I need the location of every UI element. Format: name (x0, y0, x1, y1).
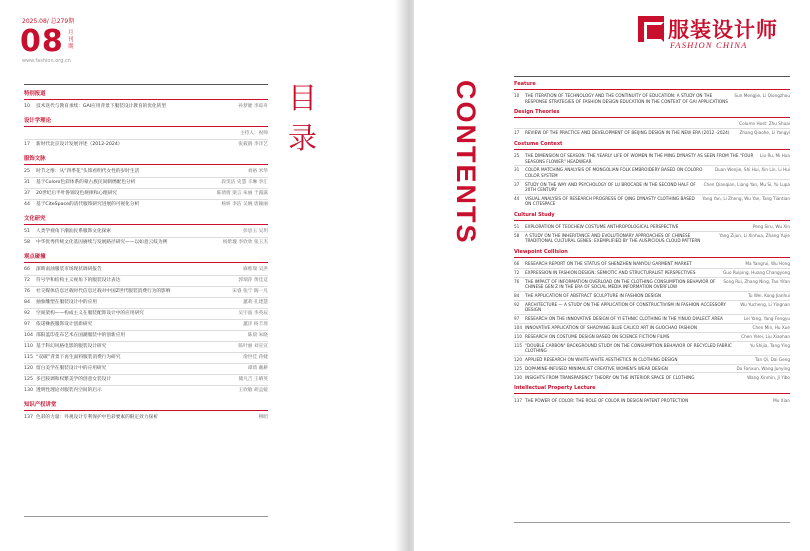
article-author: 杨妍 李洁 吴婉 唐颖丽 (221, 201, 268, 207)
toc-entry[interactable] (24, 287, 268, 298)
section-heading: 设计学理论 (24, 116, 268, 127)
section-heading: Feature (514, 81, 790, 90)
toc-entry[interactable] (24, 129, 268, 140)
article-title: THE IMPACT OF INFORMATION OVERLOAD ON THE CLOTHING CONSUMPTION BEHAVIOR OF CHINESE GEN Z IN THE ERA OF SOCIAL MEDIA INFORMATION OVERFLOW (525, 278, 716, 290)
toc-entry[interactable] (514, 152, 790, 166)
page-number: 10 (24, 103, 30, 109)
page-number: 58 (514, 232, 520, 238)
article-author: 段雯洁 史慧 辛琳 李汇 (221, 179, 268, 185)
issue-date: 2025.08/ 总279期 (22, 18, 75, 25)
toc-entry[interactable] (514, 232, 790, 245)
article-title: 深圳南油服装市场现状调研报告 (36, 266, 102, 272)
article-author: Peng Siru, Wu Xin (752, 224, 790, 230)
section-heading: 文化研究 (24, 214, 268, 225)
article-author: Sun Mengjie, Li Qiongzhou (734, 93, 790, 99)
logo-text-cn: 服装设计师 (668, 18, 778, 42)
article-author: Wang Xinmin, Ji Yibo (747, 374, 790, 380)
page-number: 44 (24, 201, 30, 207)
section-heading: Costume Context (514, 141, 790, 150)
issue-unit: 月刊期 (68, 30, 74, 50)
toc-entry[interactable] (514, 333, 790, 342)
article-title: 空间架构——构成主义在服装配饰设计中的应用研究 (36, 310, 144, 316)
article-title: EXPLORATION OF TEOCHEW COSTUME ANTHROPOLOGICAL PERSPECTIVE (525, 224, 679, 230)
toc-entry[interactable] (514, 269, 790, 278)
page-number: 44 (514, 195, 520, 201)
page-number: 104 (24, 332, 33, 338)
section-heading: Viewpoint Collision (514, 249, 790, 258)
toc-entry[interactable] (24, 227, 268, 238)
article-author: 蕙莉 孔建慧 (243, 299, 268, 305)
toc-entry[interactable] (514, 166, 790, 180)
toc-section (514, 385, 790, 404)
page-number: 58 (24, 239, 30, 245)
article-author: Du Fanxun, Wang Junying (736, 365, 790, 371)
article-title: 依诺彝族服饰设计创新研究 (36, 321, 93, 327)
page-number: 25 (514, 153, 520, 159)
left-page (0, 0, 404, 551)
article-title: "DOUBLE CARBON" BACKGROUND STUDY ON THE CONSUMPTION BEHAVIOR OF RECYCLED FABRIC CLOTHING (525, 342, 732, 354)
toc-section (24, 89, 268, 112)
article-author: Yang Zijun, Li Xinhua, Zhang Yujie (719, 232, 790, 238)
toc-entry[interactable] (514, 301, 790, 315)
toc-entry[interactable] (24, 167, 268, 178)
divider (24, 84, 268, 85)
article-title: 抽象雕塑在服装设计中的应用 (36, 299, 97, 305)
page-number: 97 (24, 321, 30, 327)
contents-title-cn: 目录 (288, 81, 318, 155)
toc-entry[interactable] (24, 342, 268, 353)
toc-entry[interactable] (514, 342, 790, 356)
toc-entry[interactable] (24, 265, 268, 276)
article-author: 麻维瑞 吴洪 (243, 266, 268, 272)
page-number: 10 (514, 93, 520, 99)
toc-entry[interactable] (24, 298, 268, 309)
toc-entry[interactable] (514, 223, 790, 232)
divider (24, 516, 268, 517)
logo-text-en: FASHION CHINA (670, 40, 748, 50)
toc-entry[interactable] (24, 140, 268, 150)
article-author: 陈叶丽 刘宣宣 (238, 343, 268, 349)
article-title: A STUDY ON THE INHERITANCE AND EVOLUTIONARY APPROACHES OF CHINESE TRADITIONAL CULTURAL GENES: EXEMPLIFIED BY THE AUSPICIOUS CLOUD PATTERN (525, 232, 701, 244)
article-author: 杨紫璇 李欣欣 张玉杰 (222, 239, 268, 245)
page-number: 104 (514, 325, 522, 331)
article-author: Chen Qianqian, Liang Yan, Mu Si, Yu Lupa (703, 181, 790, 187)
toc-entry[interactable] (514, 324, 790, 333)
toc-entry[interactable] (24, 413, 268, 423)
article-title: 色彩的力量：外观设计专利保护中色彩要素的限定效力探析 (36, 414, 158, 420)
article-author: 谭琦 戴耕 (247, 365, 268, 371)
article-title: 人类学视角下潮汕民系服饰文化探索 (36, 228, 112, 234)
article-title: COLOR MATCHING ANALYSIS OF MONGOLIAN FOLK EMBROIDERY BASED ON COLORO COLOR SYSTEM (525, 167, 703, 178)
page-number: 92 (514, 301, 520, 307)
page-number: 84 (24, 299, 30, 305)
article-author: 孙梦婕 李琼舟 (238, 103, 268, 109)
page-number: 72 (24, 277, 30, 283)
toc-section (514, 109, 790, 137)
article-author: 穆昭 (258, 414, 268, 420)
article-title: 透明性理论对服装内空间的启示 (36, 387, 102, 393)
toc-section (24, 154, 268, 210)
toc-entry[interactable] (24, 178, 268, 189)
article-author: 俞世佳 蒋婕 (243, 354, 268, 360)
article-title: VISUAL ANALYSIS OF RESEARCH PROGRESS OF QING DYNASTY CLOTHING BASED ON CITESPACE (525, 195, 695, 207)
article-author: Duan Wenjie, Shi Hui, Xin Lin, Li Hui (714, 167, 790, 173)
article-title: THE POWER OF COLOR: THE ROLE OF COLOR IN DESIGN PATENT PROTECTION (525, 397, 689, 403)
section-heading: Intellectual Property Lecture (514, 385, 790, 394)
toc-section (514, 81, 790, 105)
article-title: EXPRESSION IN FASHION DESIGN: SEMIOTIC AND STRUCTURALIST PERSPECTIVES (525, 269, 696, 275)
toc-entry[interactable] (24, 353, 268, 364)
page-number: 17 (514, 130, 520, 136)
toc-section (24, 116, 268, 150)
toc-entry[interactable] (24, 320, 268, 331)
page-number: 76 (514, 278, 520, 284)
article-author: Chen Min, Hu Xue (752, 325, 790, 331)
article-author: Yu Shijia, Tang Ying (749, 342, 790, 348)
toc-entry[interactable] (24, 238, 268, 248)
article-title: THE DIMENSION OF SEASON: THE YEARLY LIFE OF WOMEN IN THE MING DYNASTY AS SEEN FROM THE "FOUR SEASONS FLOWER" HEADWEAR (525, 153, 754, 164)
article-title: 中华优秀传统文化基因赓续与发展路径研究——以如意云纹为例 (36, 239, 168, 245)
article-title: 新时代北京设计发展评述（2012-2024） (36, 141, 123, 147)
fashion-china-logo (638, 16, 788, 56)
page-number: 84 (514, 293, 520, 299)
article-author: 储凡吉 王晴英 (238, 376, 268, 382)
page-number: 37 (514, 181, 520, 187)
article-author: Song Rui, Zhang Ning, Tao Yifan (723, 278, 790, 284)
contents-title-en: CONTENTS (451, 80, 481, 245)
article-title: STUDY ON THE WAY AND PSYCHOLOGY OF LU BROCADE IN THE SECOND HALF OF 20TH CENTURY (525, 181, 696, 192)
toc-entry[interactable] (514, 292, 790, 301)
article-author: Chen Yelei, Liu Xiaohan (741, 333, 790, 339)
article-author: Liu Ru, Mi Hua (760, 153, 790, 159)
toc-section (514, 249, 790, 382)
page-number: 66 (24, 266, 30, 272)
page-number: 17 (24, 141, 30, 147)
article-title: REVIEW OF THE PRACTICE AND DEVELOPMENT OF BEIJING DESIGN IN THE NEW ERA (2012 -2024) (525, 130, 730, 136)
issue-number: 08 (20, 24, 64, 59)
toc-entry[interactable] (514, 278, 790, 292)
article-author: 主持人：祝帅 (239, 130, 268, 136)
section-heading: Cultural Study (514, 212, 790, 221)
page-number: 72 (514, 269, 520, 275)
article-author: 吴宇波 李英辰 (238, 310, 268, 316)
article-author: Ma Yangrui, Wu Hong (745, 261, 790, 267)
section-heading: 特别报道 (24, 89, 268, 100)
article-author: 张筱鹃 李洋艺 (238, 141, 268, 147)
logo-mark-icon (638, 16, 664, 42)
article-title: “双碳”背景下再生面料服装消费行为研究 (36, 354, 121, 360)
page-number: 76 (24, 288, 30, 294)
toc-entry[interactable] (24, 364, 268, 375)
toc-entry[interactable] (24, 276, 268, 287)
toc-section (514, 141, 790, 208)
page-number: 66 (514, 261, 520, 267)
toc-left (24, 84, 268, 423)
article-title: 留白美学在服装设计中的应用研究 (36, 365, 107, 371)
page-number: 115 (24, 354, 33, 360)
divider (514, 76, 790, 77)
article-title: 基于CiteSpace的清代服饰研究进展的可视化分析 (36, 201, 140, 207)
article-author: 陈倩倩 梁言 朱丽 于露露 (216, 190, 268, 196)
article-author: 刘裕 米华 (247, 168, 268, 174)
page-number: 51 (24, 228, 30, 234)
article-title: 符号学和结构主义视角下的服装设计表达 (36, 277, 121, 283)
toc-entry[interactable] (514, 373, 790, 381)
article-title: 多巴胺调和权繁美学的创意女装设计 (36, 376, 112, 382)
article-author: Mu Xian (773, 397, 790, 403)
section-heading: 服饰文脉 (24, 154, 268, 165)
article-author: 宋睿 张宁 陶一凡 (232, 288, 268, 294)
page-number: 125 (24, 376, 33, 382)
website: www.fashion.org.cn (22, 58, 71, 64)
page-number: 125 (514, 365, 522, 371)
article-author: Zhang Qiaohe, Li Yangyi (739, 130, 790, 136)
toc-entry[interactable] (514, 365, 790, 374)
toc-entry[interactable] (514, 396, 790, 404)
article-title: 社交媒体信息过载时代信息过载对中国Z世代服装消费行为的影响 (36, 288, 171, 294)
toc-section (514, 212, 790, 245)
toc-entry[interactable] (514, 129, 790, 137)
article-author: 郭瑞萍 黄佳竞 (238, 277, 268, 283)
section-heading: 知识产权讲堂 (24, 400, 268, 411)
article-author: 蕙洋 杨丰瑶 (243, 321, 268, 327)
article-title: RESEARCH ON COSTUME DESIGN BASED ON SCIENCE FICTION FILMS (525, 333, 670, 339)
article-author: Tan Qi, Dai Geng (755, 357, 790, 362)
article-title: INSIGHTS FROM TRANSPARENCY THEORY ON THE INTERIOR SPACE OF CLOTHING (525, 374, 695, 380)
article-title: THE ITERATION OF TECHNOLOGY AND THE CONTINUITY OF EDUCATION: A STUDY ON THE RESPONSE STRATEGIES OF FASHION DESIGN EDUCATION IN THE CONTEXT OF GAI APPLICATIONS (525, 93, 728, 104)
toc-entry[interactable] (514, 260, 790, 269)
article-title: 时节之维：从“四季花”头饰看明代女性的岁时生活 (36, 168, 140, 174)
toc-entry[interactable] (24, 331, 268, 342)
page-number: 130 (24, 387, 33, 393)
article-title: APPLIED RESEARCH ON WHITE-WHITE AESTHETICS IN CLOTHING DESIGN (525, 357, 678, 362)
page-number: 137 (24, 414, 33, 420)
toc-entry[interactable] (24, 102, 268, 112)
page-number: 37 (24, 190, 30, 196)
article-title: THE APPLICATION OF ABSTRACT SCULPTURE IN FASHION DESIGN (525, 293, 661, 299)
section-heading: Design Theories (514, 109, 790, 118)
page-number: 137 (514, 397, 522, 403)
toc-section (24, 214, 268, 248)
page-number: 120 (514, 357, 522, 362)
page-number: 25 (24, 168, 30, 174)
page-number: 92 (24, 310, 30, 316)
page-number: 31 (514, 167, 520, 173)
article-author: 彭思玉 吴玥 (243, 228, 268, 234)
article-author: 陈晨 朱晓 (247, 332, 268, 338)
article-title: 基于科幻风格电影的服装设计研究 (36, 343, 107, 349)
toc-entry[interactable] (514, 195, 790, 208)
toc-section (24, 252, 268, 396)
toc-entry[interactable] (24, 189, 268, 200)
page-number: 115 (514, 342, 522, 348)
article-author: Wu Yucheng, Li Yingnan (740, 301, 790, 307)
article-title: 邵阳蓝印花布艺术在国潮服装中的创新应用 (36, 332, 126, 338)
toc-entry[interactable] (24, 375, 268, 386)
toc-entry[interactable] (514, 315, 790, 324)
article-author: Lei Yang, Yang Fengyu (743, 316, 790, 322)
section-heading: 观点碰撞 (24, 252, 268, 263)
article-author: Column Host: Zhu Shuai (739, 121, 790, 127)
article-title: 基于Coloro色彩体系的蒙古族民间刺绣配色分析 (36, 179, 136, 185)
article-author: Guo Ruiping, Huang Changyong (723, 269, 790, 275)
article-title: RESEARCH ON THE INNOVATIVE DESIGN OF YI ETHNIC CLOTHING IN THE YINUO DIALECT AREA (525, 316, 723, 322)
divider (514, 522, 790, 523)
toc-entry[interactable] (24, 200, 268, 210)
toc-entry[interactable] (514, 356, 790, 365)
page-number: 110 (24, 343, 33, 349)
article-author: Tu Wei, Kong Jianhui (747, 293, 790, 299)
toc-section (24, 400, 268, 423)
article-author: 王欣敏 胡孟媛 (238, 387, 268, 393)
page-number: 31 (24, 179, 30, 185)
toc-entry[interactable] (24, 386, 268, 396)
page-number: 97 (514, 316, 520, 322)
article-title: ARCHITECTURE — A STUDY ON THE APPLICATION OF CONSTRUCTIVISM IN FASHION ACCESSORY DESIGN (525, 301, 726, 313)
article-title: 技术迭代与教育承续：GAI应用背景下服装设计教育的优化转型 (36, 103, 167, 109)
page-number: 130 (514, 374, 522, 380)
article-title: DOPAMINE-INFUSED MINIMALIST CREATIVE WOMEN'S WEAR DESIGN (525, 365, 668, 371)
page-number: 110 (514, 333, 522, 339)
article-title: RESEARCH REPORT ON THE STATUS OF SHENZHEN NANYOU GARMENT MARKET (525, 261, 692, 267)
article-title: 20世纪后半叶鲁锦设色规律和心理研究 (36, 190, 117, 196)
article-title: INNOVATIVE APPLICATION OF SHAOYANG BLUE CALICO ART IN GUOCHAO FASHION (525, 325, 697, 331)
toc-entry[interactable] (514, 120, 790, 129)
toc-right (514, 76, 790, 404)
toc-entry[interactable] (514, 180, 790, 194)
article-author: Yang Yan, Li Zheng, Wu Yan, Tang Tiantian (702, 195, 790, 201)
page-number: 51 (514, 224, 520, 230)
page-number: 120 (24, 365, 33, 371)
toc-entry[interactable] (24, 309, 268, 320)
toc-entry[interactable] (514, 92, 790, 105)
